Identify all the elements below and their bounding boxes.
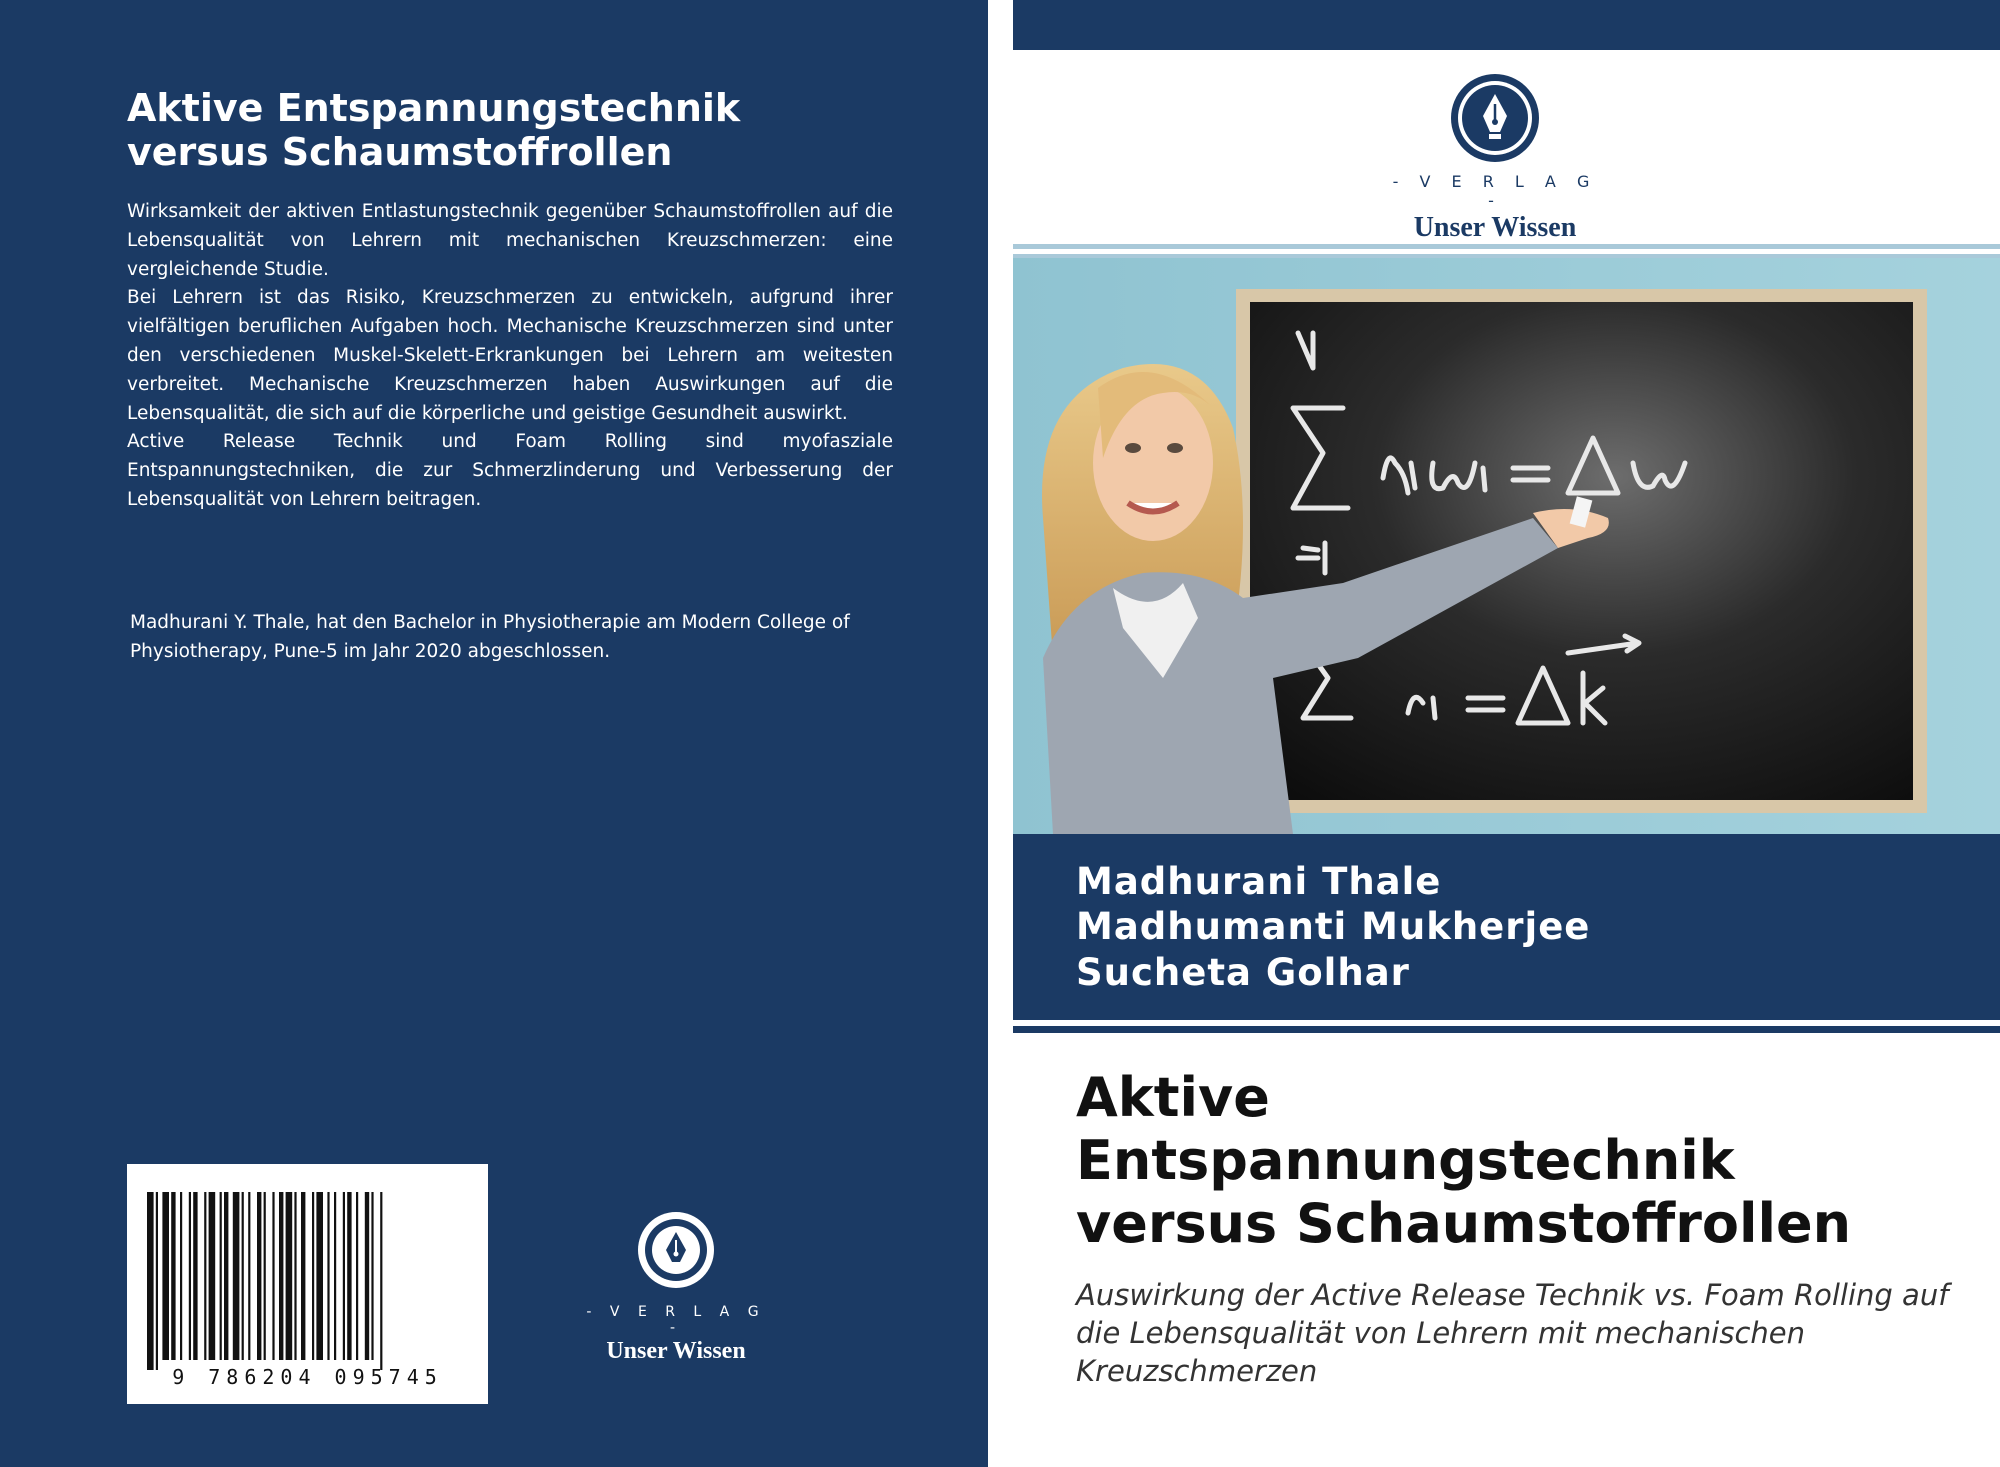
barcode-bar <box>316 1192 323 1360</box>
barcode-bar <box>209 1192 216 1360</box>
barcode-bar <box>347 1192 351 1360</box>
barcode-bar <box>204 1192 206 1360</box>
back-logo-verlag: - V E R L A G - <box>586 1304 766 1336</box>
barcode-bar <box>189 1192 191 1360</box>
back-title-line-1: Aktive Entspannungstechnik <box>127 86 741 130</box>
barcode-bar <box>224 1192 228 1360</box>
barcode-bar <box>257 1192 261 1360</box>
barcode-bar <box>147 1192 154 1370</box>
front-title-line-3: versus Schaumstoffrollen <box>1076 1192 1852 1255</box>
barcode-bar <box>371 1192 373 1360</box>
barcode-bar <box>279 1192 283 1360</box>
barcode-bar <box>220 1192 222 1360</box>
blurb-paragraph: Bei Lehrern ist das Risiko, Kreuzschmerzen zu entwickeln, aufgrund ihrer vielfältigen beruflichen Aufgaben hoch. Mechanische Kreuzschmerzen sind unter den verschiedenen Muskel-Skelett-Erkrankungen bei Lehrern am weitesten verbreitet. Mechanische Kreuzschmerzen haben Auswirkungen auf die Lebensqualität, die sich auf die körperliche und geistige Gesundheit auswirkt. <box>127 287 893 424</box>
fountain-pen-nib-icon <box>1449 72 1541 164</box>
decorative-stripe <box>1013 244 2000 249</box>
barcode-bar <box>156 1192 158 1370</box>
barcode-bar <box>272 1192 274 1360</box>
back-title-line-2: versus Schaumstoffrollen <box>127 130 673 174</box>
barcode-bar <box>171 1192 175 1360</box>
barcode-bar <box>343 1192 345 1360</box>
author-name: Madhurani Thale <box>1076 860 1442 903</box>
front-title-line-1: Aktive <box>1076 1066 1270 1129</box>
front-cover-subtitle: Auswirkung der Active Release Technik vs. Foam Rolling auf die Lebensqualität von Lehrern mit mechanischen Kreuzschmerzen <box>1076 1278 1949 1388</box>
barcode-bar <box>264 1192 266 1360</box>
front-logo-verlag: - V E R L A G - <box>1392 172 1598 210</box>
back-cover-title <box>127 86 907 174</box>
back-cover-blurb <box>127 198 893 515</box>
front-cover-title <box>1076 1066 1976 1255</box>
barcode-bar <box>294 1192 296 1360</box>
front-logo-brand: Unser Wissen <box>1413 212 1577 243</box>
barcode-bar <box>334 1192 336 1360</box>
blurb-paragraph: Wirksamkeit der aktiven Entlastungstechnik gegenüber Schaumstoffrollen auf die Lebensqualität von Lehrern mit mechanischen Kreuzschmerzen: eine vergleichende Studie. <box>127 201 893 280</box>
decorative-rule <box>1013 1026 2000 1033</box>
barcode-bar <box>193 1192 197 1360</box>
barcode-bar <box>286 1192 293 1360</box>
fountain-pen-nib-icon <box>636 1210 716 1290</box>
barcode-bar <box>242 1192 244 1360</box>
barcode-bar <box>162 1192 169 1360</box>
cover-illustration <box>1013 258 2000 834</box>
back-cover <box>0 0 988 1467</box>
front-publisher-logo <box>1380 72 1610 244</box>
blurb-paragraph: Active Release Technik und Foam Rolling sind myofasziale Entspannungstechniken, die zur Schmerzlinderung und Verbesserung der Lebensqualität von Lehrern beitragen. <box>127 431 893 510</box>
barcode-bar <box>327 1192 329 1360</box>
barcode-bar <box>180 1192 182 1360</box>
isbn-barcode <box>127 1164 488 1404</box>
barcode-bar <box>301 1192 305 1360</box>
author-band <box>1013 834 2000 1020</box>
barcode-bar <box>233 1192 240 1360</box>
chalkboard <box>1250 302 1913 800</box>
back-logo-brand: Unser Wissen <box>606 1338 746 1364</box>
cover-photo-teacher-chalkboard <box>1013 258 2000 834</box>
barcode-bar <box>365 1192 369 1360</box>
back-publisher-logo <box>586 1210 766 1364</box>
barcode-bar <box>356 1192 358 1360</box>
spine <box>988 0 1013 1467</box>
isbn-digits: 9 786204 095745 <box>172 1365 443 1389</box>
author-bio: Madhurani Y. Thale, hat den Bachelor in Physiotherapie am Modern College of Physiotherapy, Pune-5 im Jahr 2020 abgeschlossen. <box>130 612 850 662</box>
barcode-bar <box>380 1192 382 1370</box>
front-top-bar <box>1013 0 2000 50</box>
author-name: Madhumanti Mukherjee <box>1076 905 1591 948</box>
barcode-bar <box>248 1192 250 1360</box>
front-title-line-2: Entspannungstechnik <box>1076 1129 1735 1192</box>
barcode-bar <box>312 1192 314 1360</box>
author-name: Sucheta Golhar <box>1076 951 1410 994</box>
